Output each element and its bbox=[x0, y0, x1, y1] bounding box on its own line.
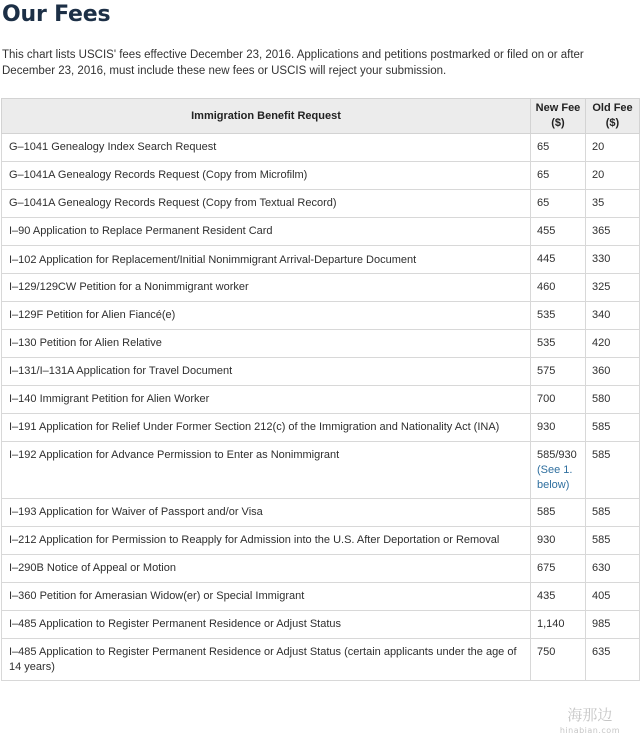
old-fee-cell: 585 bbox=[586, 499, 640, 527]
old-fee-cell: 420 bbox=[586, 330, 640, 358]
table-row bbox=[2, 414, 640, 442]
header-new-fee: New Fee ($) bbox=[531, 99, 586, 134]
old-fee-cell: 325 bbox=[586, 274, 640, 302]
table-row bbox=[2, 190, 640, 218]
old-fee-cell: 585 bbox=[586, 527, 640, 555]
new-fee-cell: 435 bbox=[531, 583, 586, 611]
request-cell: I–140 Immigrant Petition for Alien Worker bbox=[2, 386, 531, 414]
request-cell: I–130 Petition for Alien Relative bbox=[2, 330, 531, 358]
table-row bbox=[2, 386, 640, 414]
new-fee-cell: 535 bbox=[531, 302, 586, 330]
fees-table bbox=[1, 98, 640, 681]
new-fee-value: 585/930 bbox=[537, 449, 577, 461]
old-fee-cell: 365 bbox=[586, 218, 640, 246]
old-fee-cell: 635 bbox=[586, 639, 640, 681]
table-row bbox=[2, 499, 640, 527]
new-fee-cell: 750 bbox=[531, 639, 586, 681]
new-fee-cell: 930 bbox=[531, 527, 586, 555]
request-cell: G–1041 Genealogy Index Search Request bbox=[2, 134, 531, 162]
new-fee-cell: 455 bbox=[531, 218, 586, 246]
request-cell: G–1041A Genealogy Records Request (Copy from Microfilm) bbox=[2, 162, 531, 190]
new-fee-cell: 460 bbox=[531, 274, 586, 302]
request-cell: I–485 Application to Register Permanent Residence or Adjust Status (certain applicants under the age of 14 years) bbox=[2, 639, 531, 681]
request-cell: I–191 Application for Relief Under Former Section 212(c) of the Immigration and Nationality Act (INA) bbox=[2, 414, 531, 442]
request-cell: I–131/I–131A Application for Travel Document bbox=[2, 358, 531, 386]
table-row bbox=[2, 442, 640, 499]
watermark-url: hinabian.com bbox=[559, 726, 620, 735]
table-row bbox=[2, 302, 640, 330]
request-cell: I–129F Petition for Alien Fiancé(e) bbox=[2, 302, 531, 330]
old-fee-cell: 360 bbox=[586, 358, 640, 386]
table-header-row bbox=[2, 99, 640, 134]
old-fee-cell: 585 bbox=[586, 442, 640, 499]
old-fee-cell: 580 bbox=[586, 386, 640, 414]
old-fee-cell: 340 bbox=[586, 302, 640, 330]
new-fee-cell: 65 bbox=[531, 134, 586, 162]
new-fee-cell: 65 bbox=[531, 162, 586, 190]
table-row bbox=[2, 246, 640, 274]
new-fee-cell: 1,140 bbox=[531, 611, 586, 639]
table-row bbox=[2, 639, 640, 681]
old-fee-cell: 35 bbox=[586, 190, 640, 218]
watermark-name: 海那边 bbox=[567, 706, 613, 724]
request-cell: I–102 Application for Replacement/Initial Nonimmigrant Arrival-Departure Document bbox=[2, 246, 531, 274]
watermark-logo bbox=[560, 707, 620, 739]
table-row bbox=[2, 162, 640, 190]
request-cell: I–360 Petition for Amerasian Widow(er) or Special Immigrant bbox=[2, 583, 531, 611]
old-fee-cell: 585 bbox=[586, 414, 640, 442]
new-fee-cell: 445 bbox=[531, 246, 586, 274]
new-fee-note-link[interactable]: (See 1. below) bbox=[537, 464, 573, 491]
new-fee-cell: 675 bbox=[531, 555, 586, 583]
old-fee-cell: 985 bbox=[586, 611, 640, 639]
request-cell: I–290B Notice of Appeal or Motion bbox=[2, 555, 531, 583]
new-fee-cell: 930 bbox=[531, 414, 586, 442]
table-row bbox=[2, 274, 640, 302]
request-cell: I–90 Application to Replace Permanent Resident Card bbox=[2, 218, 531, 246]
request-cell: I–485 Application to Register Permanent Residence or Adjust Status bbox=[2, 611, 531, 639]
request-cell: I–193 Application for Waiver of Passport and/or Visa bbox=[2, 499, 531, 527]
table-row bbox=[2, 583, 640, 611]
intro-text: This chart lists USCIS' fees effective December 23, 2016. Applications and petitions postmarked or filed on or after December 23, 2016, must include these new fees or USCIS will reject your submission. bbox=[2, 49, 584, 77]
table-row bbox=[2, 611, 640, 639]
table-row bbox=[2, 555, 640, 583]
table-row bbox=[2, 527, 640, 555]
table-row bbox=[2, 358, 640, 386]
header-old-fee: Old Fee ($) bbox=[586, 99, 640, 134]
new-fee-cell: 575 bbox=[531, 358, 586, 386]
old-fee-cell: 405 bbox=[586, 583, 640, 611]
old-fee-cell: 330 bbox=[586, 246, 640, 274]
page-title: Our Fees bbox=[2, 2, 111, 27]
table-row bbox=[2, 330, 640, 358]
request-cell: I–129/129CW Petition for a Nonimmigrant worker bbox=[2, 274, 531, 302]
table-row bbox=[2, 218, 640, 246]
old-fee-cell: 630 bbox=[586, 555, 640, 583]
new-fee-cell: 535 bbox=[531, 330, 586, 358]
request-cell: I–212 Application for Permission to Reapply for Admission into the U.S. After Deportation or Removal bbox=[2, 527, 531, 555]
old-fee-cell: 20 bbox=[586, 134, 640, 162]
request-cell: G–1041A Genealogy Records Request (Copy from Textual Record) bbox=[2, 190, 531, 218]
table-row bbox=[2, 134, 640, 162]
old-fee-cell: 20 bbox=[586, 162, 640, 190]
new-fee-cell: 65 bbox=[531, 190, 586, 218]
new-fee-cell bbox=[531, 442, 586, 499]
request-cell: I–192 Application for Advance Permission to Enter as Nonimmigrant bbox=[2, 442, 531, 499]
new-fee-cell: 585 bbox=[531, 499, 586, 527]
new-fee-cell: 700 bbox=[531, 386, 586, 414]
header-request: Immigration Benefit Request bbox=[2, 99, 531, 134]
